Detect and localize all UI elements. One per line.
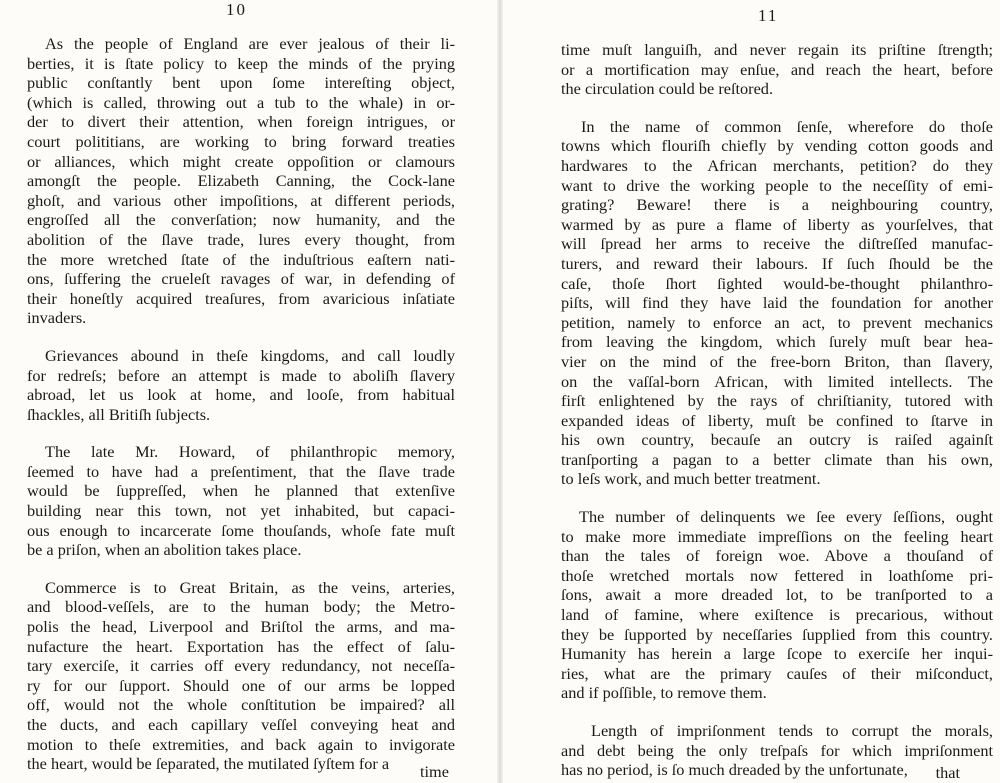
text-line: Grievances abound in theſe kingdoms, and call loudly bbox=[45, 345, 455, 365]
paragraph-gap bbox=[561, 489, 993, 507]
text-line: ghoſt, and various other impoſitions, at different periods, bbox=[27, 190, 455, 210]
text-line: want to drive the working people to the neceſſity of emi- bbox=[561, 175, 993, 195]
text-line: abroad, let us look at home, and looſe, from habitual bbox=[27, 385, 455, 405]
text-line: Length of impriſonment tends to corrupt the morals, bbox=[591, 721, 993, 740]
text-line: to leſs work, and much better treatment. bbox=[561, 469, 821, 489]
text-line: petition, namely to enforce an act, to prevent mechanics bbox=[561, 312, 993, 332]
paragraph bbox=[27, 34, 455, 328]
text-line: has no period, is ſo much dreaded by the unfortunate, bbox=[561, 760, 908, 780]
text-line: ries, what are the primary cauſes of their miſconduct, bbox=[561, 663, 993, 683]
paragraph bbox=[561, 40, 993, 99]
page-number: 11 bbox=[758, 6, 779, 25]
text-line: vier on the mind of the free-born Briton, than ſlavery, bbox=[561, 351, 993, 371]
text-line: they be ſupported by neceſſaries ſupplied from this country. bbox=[561, 624, 993, 644]
text-line: nufacture the heart. Exportation has the effect of ſalu- bbox=[27, 636, 455, 656]
right-page bbox=[500, 0, 1000, 783]
page-body bbox=[27, 34, 455, 774]
text-line: ons, ſuffering the crueleſt ravages of war, in defending of bbox=[27, 269, 455, 289]
page-body bbox=[561, 40, 993, 780]
text-line: amongſt the people. Elizabeth Canning, the Cock-lane bbox=[27, 171, 455, 191]
paragraph-gap bbox=[561, 703, 993, 721]
text-line: and if poſſible, to remove them. bbox=[561, 683, 767, 703]
text-line: time muſt languiſh, and never regain its priſtine ſtrength; bbox=[561, 40, 993, 59]
text-line: and debt being the only treſpaſs for which impriſonment bbox=[561, 740, 993, 760]
text-line: ous enough to incarcerate ſome thouſands, whoſe fate muſt bbox=[27, 520, 455, 540]
text-line: or alliances, which might create oppoſition or clamours bbox=[27, 151, 455, 171]
text-line: would be ſuppreſſed, when he planned that extenſive bbox=[27, 481, 455, 501]
text-line: polis the head, Liverpool and Briſtol the arms, and ma- bbox=[27, 617, 455, 637]
text-line: off, would not the whole conſtitution be impaired? all bbox=[27, 695, 455, 715]
text-line: ſons, await a more dreaded lot, to be tranſported to a bbox=[561, 585, 993, 605]
text-line: land of famine, where exiſtence is precarious, without bbox=[561, 605, 993, 625]
text-line: In the name of common ſenſe, wherefore do thoſe bbox=[581, 116, 993, 136]
paragraph-gap bbox=[27, 424, 455, 442]
paragraph bbox=[561, 117, 993, 489]
text-line: for redreſs; before an attempt is made to aboliſh ſlavery bbox=[27, 365, 455, 385]
text-line: engroſſed all the converſation; now humanity, and the bbox=[27, 210, 455, 230]
text-line: As the people of England are ever jealous of their li- bbox=[45, 34, 455, 53]
text-line: towns which flouriſh chiefly by vending cotton goods and bbox=[561, 136, 993, 156]
text-line: ſeemed to have had a preſentiment, that the ſlave trade bbox=[27, 461, 455, 481]
paragraph bbox=[27, 346, 455, 424]
text-line: on the vaſſal-born African, with limited intellects. The bbox=[561, 371, 993, 391]
text-line: firſt enlightened by the rays of chriſtianity, tutored with bbox=[561, 391, 993, 411]
text-line: the ducts, and each capillary veſſel conveying heat and bbox=[27, 715, 455, 734]
text-line: Humanity has herein a large ſcope to exerciſe her inqui- bbox=[561, 644, 993, 664]
text-line: abolition of the ſlave trade, lures every thought, from bbox=[27, 229, 455, 249]
text-line: grating? Beware! there is a neighbouring country, bbox=[561, 195, 993, 215]
paragraph bbox=[27, 442, 455, 560]
text-line: public conſtantly bent upon ſome intereſting object, bbox=[27, 73, 455, 93]
text-line: the circulation could be reſtored. bbox=[561, 79, 774, 99]
text-line: their honeſtly acquired treaſures, from avaricious inſatiate bbox=[27, 288, 455, 308]
paragraph bbox=[561, 507, 993, 703]
text-line: or a mortification may enſue, and reach the heart, before bbox=[561, 59, 993, 79]
text-line: ry for our ſupport. Should one of our arms be lopped bbox=[27, 675, 455, 695]
text-line: thoſe wretched mortals now fettered in loathſome pri- bbox=[561, 565, 993, 585]
text-line: expanded ideas of liberty, muſt be confined to ſtarve in bbox=[561, 410, 993, 430]
catchword: time bbox=[420, 762, 449, 781]
text-line: hardwares to the African merchants, petition? do they bbox=[561, 155, 993, 175]
text-line: Commerce is to Great Britain, as the veins, arteries, bbox=[45, 577, 455, 597]
text-line: motion to theſe extremities, and back again to invigorate bbox=[27, 734, 455, 754]
text-line: piſts, will find they have laid the foundation for another bbox=[561, 293, 993, 313]
text-line: be a priſon, when an abolition takes place. bbox=[27, 540, 302, 560]
text-line: (which is called, throwing out a tub to the whale) in or- bbox=[27, 92, 455, 112]
text-line: building near this town, not yet inhabited, but capaci- bbox=[27, 501, 455, 521]
text-line: to make more immediate impreſſions on the feeling heart bbox=[561, 526, 993, 546]
text-line: tary exerciſe, it carries off every redundancy, not neceſſa- bbox=[27, 656, 455, 676]
text-line: than the tales of foreign woe. Above a thouſand of bbox=[561, 546, 993, 566]
text-line: and blood-veſſels, are to the human body; the Metro- bbox=[27, 597, 455, 617]
text-line: caſe, thoſe ſhort ſighted would-be-thought philanthro- bbox=[561, 273, 993, 293]
text-line: The number of delinquents we ſee every ſeſſions, ought bbox=[579, 507, 993, 527]
catchword: that bbox=[935, 763, 960, 782]
paragraph-gap bbox=[27, 560, 455, 578]
text-line: the more wretched ſtate of the induſtrious eaſtern nati- bbox=[27, 249, 455, 269]
text-line: the heart, would be ſeparated, the mutilated ſyſtem for a bbox=[27, 754, 390, 774]
text-line: ſhackles, all Britiſh ſubjects. bbox=[27, 404, 211, 424]
paragraph-gap bbox=[561, 99, 993, 117]
text-line: court polititians, are working to bring forward treaties bbox=[27, 131, 455, 151]
text-line: berties, it is ſtate policy to keep the minds of the prying bbox=[27, 53, 455, 73]
text-line: turers, and reward their labours. If ſuch ſhould be the bbox=[561, 253, 993, 273]
text-line: der to divert their attention, when foreign intrigues, or bbox=[27, 112, 455, 132]
paragraph bbox=[27, 578, 455, 774]
text-line: his own country, becauſe an outcry is raiſed againſt bbox=[561, 430, 993, 450]
page-number: 10 bbox=[226, 0, 247, 19]
text-line: from leaving the kingdom, which ſurely muſt bear hea- bbox=[561, 332, 993, 352]
text-line: invaders. bbox=[27, 308, 87, 328]
paragraph bbox=[561, 721, 993, 780]
text-line: tranſporting a pagan to a better climate than his own, bbox=[561, 449, 993, 469]
paragraph-gap bbox=[27, 328, 455, 346]
text-line: warmed by as pure a flame of liberty as yourſelves, that bbox=[561, 214, 993, 234]
text-line: will ſpread her arms to receive the diſtreſſed manufac- bbox=[561, 234, 993, 254]
text-line: The late Mr. Howard, of philanthropic memory, bbox=[45, 442, 455, 462]
